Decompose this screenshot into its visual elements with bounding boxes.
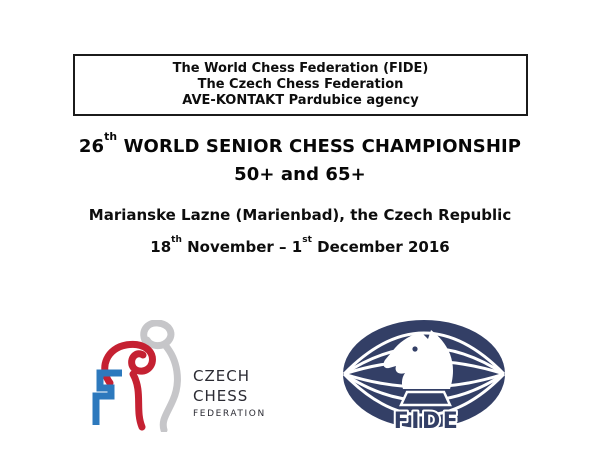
date-day1: 18 — [150, 238, 172, 256]
knight-pedestal — [401, 392, 450, 405]
fide-label: FIDE — [393, 409, 461, 432]
date-middle: November – — [181, 238, 292, 256]
knight-eye — [412, 346, 417, 351]
title-line-1 — [0, 129, 600, 161]
date-line — [0, 234, 600, 257]
date-ordinal1: th — [171, 234, 182, 245]
date-ordinal2: st — [302, 234, 312, 245]
header-line-czech: The Czech Chess Federation — [197, 77, 404, 92]
location-line: Marianske Lazne (Marienbad), the Czech Republic — [88, 206, 512, 224]
czech-word-2: CHESS — [193, 387, 249, 405]
federation-header-box — [73, 54, 528, 116]
header-line-agency: AVE-KONTAKT Pardubice agency — [182, 93, 419, 108]
title-ordinal: th — [104, 129, 118, 143]
header-line-fide: The World Chess Federation (FIDE) — [172, 61, 429, 76]
czech-chess-federation-logo — [85, 320, 185, 432]
title-number: 26 — [78, 136, 105, 157]
czech-word-3: FEDERATION — [193, 409, 266, 419]
date-end: December 2016 — [311, 238, 450, 256]
title-text: WORLD SENIOR CHESS CHAMPIONSHIP — [117, 136, 522, 157]
page-title — [0, 129, 600, 189]
title-subtitle: 50+ and 65+ — [234, 164, 366, 185]
date-day2: 1 — [291, 238, 303, 256]
fide-logo — [341, 318, 507, 432]
knight-outline-gray-icon — [144, 323, 178, 430]
czech-federation-wordmark — [193, 366, 266, 421]
czech-word-1: CZECH — [193, 367, 250, 385]
